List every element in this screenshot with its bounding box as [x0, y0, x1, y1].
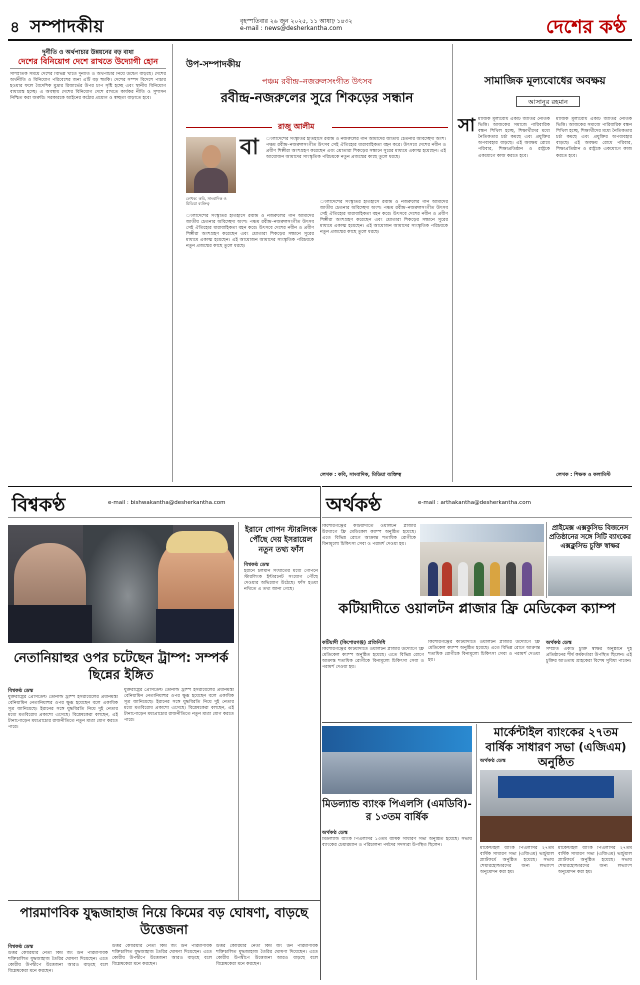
- newspaper-logo: দেশের কণ্ঠ: [545, 16, 626, 38]
- sub-editorial-footer: লেখক : কবি, সাংবাদিক, মিডিয়া ব্যক্তিত্ব: [320, 472, 402, 478]
- artha-section-title: অর্থকণ্ঠ: [326, 494, 382, 516]
- sub-editorial-headline[interactable]: রবীন্দ্র-নজরুলের সুরে শিকড়ের সন্ধান: [220, 91, 414, 106]
- story-divider: [322, 722, 632, 723]
- biswa-side-body: ইরানে চলমান সংঘাতের মধ্যে গোপনে স্টারলিংক ইন্টারনেট সংযোগ পৌঁছে দেওয়ার অভিযোগ উঠেছে। ফাঁস হওয়া নথিতে এ তথ্য জানা গেছে।: [244, 569, 318, 593]
- mtb-body-col1: মার্কেন্টাইল ব্যাংক পিএলসির ২৭তম বার্ষিক সাধারণ সভা (এজিএম) ভার্চুয়াল প্ল্যাটফর্মে অনুষ্ঠিত হয়েছে। সভায় শেয়ারহোল্ডারদের জন্য লভ্যাংশ অনুমোদন করা হয়।: [480, 846, 554, 876]
- section-title: সম্পাদকীয়: [30, 17, 105, 37]
- biswa-lead-body-col2: যুক্তরাষ্ট্রের প্রেসিডেন্ট ডোনাল্ড ট্রাম্প ইসরায়েলের প্রধানমন্ত্রী বেনিয়ামিন নেতানিয়াহুর ওপর ক্ষুব্ধ হয়েছেন বলে একাধিক সূত্র জানিয়েছে। ইরানের সঙ্গে যুদ্ধবিরতি নিয়ে দুই নেতার মধ্যে মতবিরোধ প্রকাশ্যে এসেছে। বিশ্লেষকেরা বলছেন, এই টানাপোড়েন মধ্যপ্রাচ্যের রাজনীতিতে নতুন মাত্রা যোগ করতে পারে।: [124, 688, 234, 724]
- biswa-email[interactable]: e-mail : bishwakantha@desherkantha.com: [108, 500, 226, 506]
- right-editorial-headline[interactable]: সামাজিক মূল্যবোধের অবক্ষয়: [484, 75, 606, 87]
- editorial-body: সাম্প্রতিক সময়ে দেশের বিভিন্ন খাতে দুর্নীতি ও অর্থপাচার নিয়ে উদ্বেগ বাড়ছে। দেশের অর্থনীতি ও বিনিয়োগ পরিবেশের জন্য এটি বড় হুমকি। দেশের সম্পদ বিদেশে পাচার হওয়ার ফলে বৈদেশিক মুদ্রার রিজার্ভের উপর চাপ সৃষ্টি হচ্ছে এবং স্থানীয় বিনিয়োগ বাধাগ্রস্ত হচ্ছে। এ অবস্থায় দেশের বিনিয়োগ দেশে রাখতে কার্যকর নীতি ও সুশাসন নিশ্চিত করা জরুরি। সরকারকে আইনের কঠোর প্রয়োগ ও স্বচ্ছতা বাড়াতে হবে।: [10, 72, 166, 102]
- midland-body: মিডল্যান্ড ব্যাংক পিএলসির ১৩তম বার্ষিক সাধারণ সভা অনুষ্ঠিত হয়েছে। সভায় ব্যাংকের চেয়ারম্যান ও পরিচালনা পর্ষদের সদস্যরা উপস্থিত ছিলেন।: [322, 837, 472, 849]
- biswa-desk-2: বিশ্বকণ্ঠ ডেস্ক: [8, 944, 34, 950]
- midland-headline[interactable]: মিডল্যান্ড ব্যাংক পিএলসি (এমডিবি)-র ১৩তম বার্ষিক: [322, 799, 472, 823]
- sub-editorial-body-col1: ংলাদেশের সংস্কৃতির ইতিহাসে রবীন্দ্র ও নজরুলের গান আমাদের জাতীয় চেতনার অবিচ্ছেদ্য অংশ। পঞ্চম রবীন্দ্র–নজরুলসংগীত উৎসব সেই ঐতিহ্যের ধারাবাহিকতা বহন করে। উৎসবে দেশের নবীন ও প্রবীণ শিল্পীরা অংশগ্রহণ করেছেন এবং শ্রোতারা শিকড়ের সন্ধানে সুরের মাধ্যমে একাত্ম হয়েছেন। এই আয়োজন আমাদের সাংস্কৃতিক পরিচয়কে নতুন প্রজন্মের কাছে তুলে ধরছে।: [186, 214, 314, 250]
- column-divider: [238, 522, 239, 900]
- bank-agreement-body: সম্প্রতি একটি চুক্তি স্বাক্ষর অনুষ্ঠানে দুই প্রতিষ্ঠানের শীর্ষ কর্মকর্তারা উপস্থিত ছিলেন। এই চুক্তির আওতায় গ্রাহকেরা বিশেষ সুবিধা পাবেন।: [546, 647, 632, 665]
- bank-agreement-headline[interactable]: প্রাইমেক্স এক্সকুসিভ বিজনেস প্রতিষ্ঠানের সঙ্গে সিটি ব্যাংকের এক্সক্লুসিভ চুক্তি স্বাক্ষর: [549, 524, 631, 550]
- sub-editorial-byline: রাজু আলীম: [278, 122, 315, 131]
- biswa-lead-headline[interactable]: নেতানিয়াহুর ওপর চটেছেন ট্রাম্প: সম্পর্ক ছিন্নের ইঙ্গিত: [13, 651, 229, 683]
- biswa-second-body-col2: উত্তর কোরিয়ার নেতা কিম জং উন পারমাণবিক শক্তিচালিত যুদ্ধজাহাজ তৈরির ঘোষণা দিয়েছেন। এতে কোরীয় উপদ্বীপে উত্তেজনা আরও বাড়ছে বলে বিশ্লেষকেরা মনে করছেন।: [112, 944, 212, 968]
- right-editorial-body-col1: মাজিক মূল্যবোধ একটি জাতির নৈতিক ভিত্তি। আজকের সমাজে পারিবারিক বন্ধন শিথিল হচ্ছে, শিক্ষার্থীদের মধ্যে নৈতিকতার চর্চা কমছে এবং প্রযুক্তির অপব্যবহার বাড়ছে। এই অবক্ষয় রোধে পরিবার, শিক্ষাপ্রতিষ্ঠান ও রাষ্ট্রকে একযোগে কাজ করতে হবে।: [478, 117, 550, 159]
- mtb-agm-photo: [480, 770, 632, 842]
- headline-rule: [10, 68, 166, 69]
- column-divider: [546, 522, 547, 598]
- right-dropcap: সা: [458, 115, 476, 136]
- clinic-intro-body: কিশোরগঞ্জের কটিয়াদীতে ওয়ালটন প্লাজার উদ্যোগে ফ্রি মেডিকেল ক্যাম্প অনুষ্ঠিত হয়েছে। এতে বিভিন্ন রোগে আক্রান্ত শতাধিক রোগীকে বিনামূল্যে চিকিৎসা সেবা ও পরামর্শ দেওয়া হয়।: [322, 524, 416, 548]
- clinic-reporter: কটিয়াদী (কিশোরগঞ্জ) প্রতিনিধি: [322, 640, 386, 646]
- editorial-kicker: দুর্নীতি ও অর্থপাচার উন্নয়নের বড় বাধা: [42, 49, 134, 56]
- medical-camp-photo: [420, 524, 544, 596]
- bank-agreement-desk: অর্থকণ্ঠ ডেস্ক: [546, 640, 572, 646]
- sub-editorial-body-col2: ংলাদেশের সংস্কৃতির ইতিহাসে রবীন্দ্র ও নজরুলের গান আমাদের জাতীয় চেতনার অবিচ্ছেদ্য অংশ। পঞ্চম রবীন্দ্র–নজরুলসংগীত উৎসব সেই ঐতিহ্যের ধারাবাহিকতা বহন করে। উৎসবে দেশের নবীন ও প্রবীণ শিল্পীরা অংশগ্রহণ করেছেন এবং শ্রোতারা শিকড়ের সন্ধানে সুরের মাধ্যমে একাত্ম হয়েছেন। এই আয়োজন আমাদের সাংস্কৃতিক পরিচয়কে নতুন প্রজন্মের কাছে তুলে ধরছে।: [320, 200, 448, 236]
- right-editorial-byline: আসানুর রহমান: [516, 96, 580, 107]
- author-photo-caption: লেখক: কবি, সাংবাদিক ও মিডিয়া ব্যক্তিত্ব: [186, 196, 227, 206]
- trump-netanyahu-photo: [8, 525, 234, 643]
- right-editorial-body-col2: মাজিক মূল্যবোধ একটি জাতির নৈতিক ভিত্তি। আজকের সমাজে পারিবারিক বন্ধন শিথিল হচ্ছে, শিক্ষার্থীদের মধ্যে নৈতিকতার চর্চা কমছে এবং প্রযুক্তির অপব্যবহার বাড়ছে। এই অবক্ষয় রোধে পরিবার, শিক্ষাপ্রতিষ্ঠান ও রাষ্ট্রকে একযোগে কাজ করতে হবে।: [556, 117, 632, 159]
- editorial-headline[interactable]: দেশের বিনিয়োগ দেশে রাখতে উদ্যোগী হোন: [18, 57, 158, 66]
- clinic-body-col1: কিশোরগঞ্জের কটিয়াদীতে ওয়ালটন প্লাজার উদ্যোগে ফ্রি মেডিকেল ক্যাম্প অনুষ্ঠিত হয়েছে। এতে বিভিন্ন রোগে আক্রান্ত শতাধিক রোগীকে বিনামূল্যে চিকিৎসা সেবা ও পরামর্শ দেওয়া হয়।: [322, 647, 424, 671]
- biswa-second-body-col3: উত্তর কোরিয়ার নেতা কিম জং উন পারমাণবিক শক্তিচালিত যুদ্ধজাহাজ তৈরির ঘোষণা দিয়েছেন। এতে কোরীয় উপদ্বীপে উত্তেজনা আরও বাড়ছে বলে বিশ্লেষকেরা মনে করছেন।: [216, 944, 318, 968]
- page-number: ৪: [10, 18, 20, 36]
- biswa-section-bar: [8, 486, 320, 518]
- artha-section-bar: [322, 486, 632, 518]
- header-rule: [8, 39, 632, 41]
- dropcap: বা: [240, 135, 259, 160]
- column-divider: [452, 44, 453, 482]
- byline-rule-left: [186, 127, 272, 128]
- sub-editorial-label: উপ-সম্পাদকীয়: [186, 60, 241, 70]
- story-divider: [8, 900, 320, 901]
- sub-editorial-kicker: পঞ্চম রবীন্দ্র–নজরুলসংগীত উৎসব: [261, 77, 373, 86]
- bank-agreement-photo: [548, 556, 632, 596]
- column-divider: [172, 44, 173, 482]
- byline-rule-right: [332, 127, 448, 128]
- biswa-side-headline[interactable]: ইরানে গোপন স্টারলিংক পৌঁছে দেয় ইসরায়েল নতুন তথ্য ফাঁস: [245, 525, 317, 554]
- clinic-body-col2: কিশোরগঞ্জের কটিয়াদীতে ওয়ালটন প্লাজার উদ্যোগে ফ্রি মেডিকেল ক্যাম্প অনুষ্ঠিত হয়েছে। এতে বিভিন্ন রোগে আক্রান্ত শতাধিক রোগীকে বিনামূল্যে চিকিৎসা সেবা ও পরামর্শ দেওয়া হয়।: [428, 640, 540, 664]
- biswa-section-title: বিশ্বকণ্ঠ: [12, 494, 66, 516]
- clinic-headline[interactable]: কটিয়াদীতে ওয়ালটন প্লাজার ফ্রি মেডিকেল ক্যাম্প: [338, 601, 616, 617]
- mtb-headline[interactable]: মার্কেন্টাইল ব্যাংকের ২৭তম বার্ষিক সাধারণ সভা (এজিএম) অনুষ্ঠিত: [485, 725, 627, 769]
- midland-desk: অর্থকণ্ঠ ডেস্ক: [322, 830, 348, 836]
- biswa-desk: বিশ্বকণ্ঠ ডেস্ক: [8, 688, 34, 694]
- sub-editorial-body-lead: ংলাদেশের সংস্কৃতির ইতিহাসে রবীন্দ্র ও নজরুলের গান আমাদের জাতীয় চেতনার অবিচ্ছেদ্য অংশ। পঞ্চম রবীন্দ্র–নজরুলসংগীত উৎসব সেই ঐতিহ্যের ধারাবাহিকতা বহন করে। উৎসবে দেশের নবীন ও প্রবীণ শিল্পীরা অংশগ্রহণ করেছেন এবং শ্রোতারা শিকড়ের সন্ধানে সুরের মাধ্যমে একাত্ম হয়েছেন। এই আয়োজন আমাদের সাংস্কৃতিক পরিচয়কে নতুন প্রজন্মের কাছে তুলে ধরছে।: [266, 137, 446, 161]
- biswa-side-desk: বিশ্বকণ্ঠ ডেস্ক: [244, 562, 270, 568]
- artha-email[interactable]: e-mail : arthakantha@desherkantha.com: [418, 500, 531, 506]
- midland-bank-photo: [322, 726, 472, 794]
- author-photo: [186, 137, 236, 193]
- biswa-second-body-col1: উত্তর কোরিয়ার নেতা কিম জং উন পারমাণবিক শক্তিচালিত যুদ্ধজাহাজ তৈরির ঘোষণা দিয়েছেন। এতে কোরীয় উপদ্বীপে উত্তেজনা আরও বাড়ছে বলে বিশ্লেষকেরা মনে করছেন।: [8, 951, 108, 975]
- mtb-desk: অর্থকণ্ঠ ডেস্ক: [480, 758, 506, 764]
- right-editorial-footer: লেখক : শিক্ষক ও কলামিস্ট: [556, 472, 611, 478]
- biswa-lead-body-col1: যুক্তরাষ্ট্রের প্রেসিডেন্ট ডোনাল্ড ট্রাম্প ইসরায়েলের প্রধানমন্ত্রী বেনিয়ামিন নেতানিয়াহুর ওপর ক্ষুব্ধ হয়েছেন বলে একাধিক সূত্র জানিয়েছে। ইরানের সঙ্গে যুদ্ধবিরতি নিয়ে দুই নেতার মধ্যে মতবিরোধ প্রকাশ্যে এসেছে। বিশ্লেষকেরা বলছেন, এই টানাপোড়েন মধ্যপ্রাচ্যের রাজনীতিতে নতুন মাত্রা যোগ করতে পারে।: [8, 695, 118, 731]
- header-email[interactable]: e-mail : news@desherkantha.com: [240, 25, 343, 32]
- section-divider: [320, 486, 321, 980]
- biswa-second-headline[interactable]: পারমাণবিক যুদ্ধজাহাজ নিয়ে কিমের বড় ঘোষণা, বাড়ছে উত্তেজনা: [20, 906, 308, 938]
- date-line: বৃহস্পতিবার ২৬ জুন ২০২৫, ১১ আষাঢ় ১৪৩২: [240, 18, 353, 25]
- column-divider: [476, 724, 477, 980]
- mtb-body-col2: মার্কেন্টাইল ব্যাংক পিএলসির ২৭তম বার্ষিক সাধারণ সভা (এজিএম) ভার্চুয়াল প্ল্যাটফর্মে অনুষ্ঠিত হয়েছে। সভায় শেয়ারহোল্ডারদের জন্য লভ্যাংশ অনুমোদন করা হয়।: [558, 846, 632, 876]
